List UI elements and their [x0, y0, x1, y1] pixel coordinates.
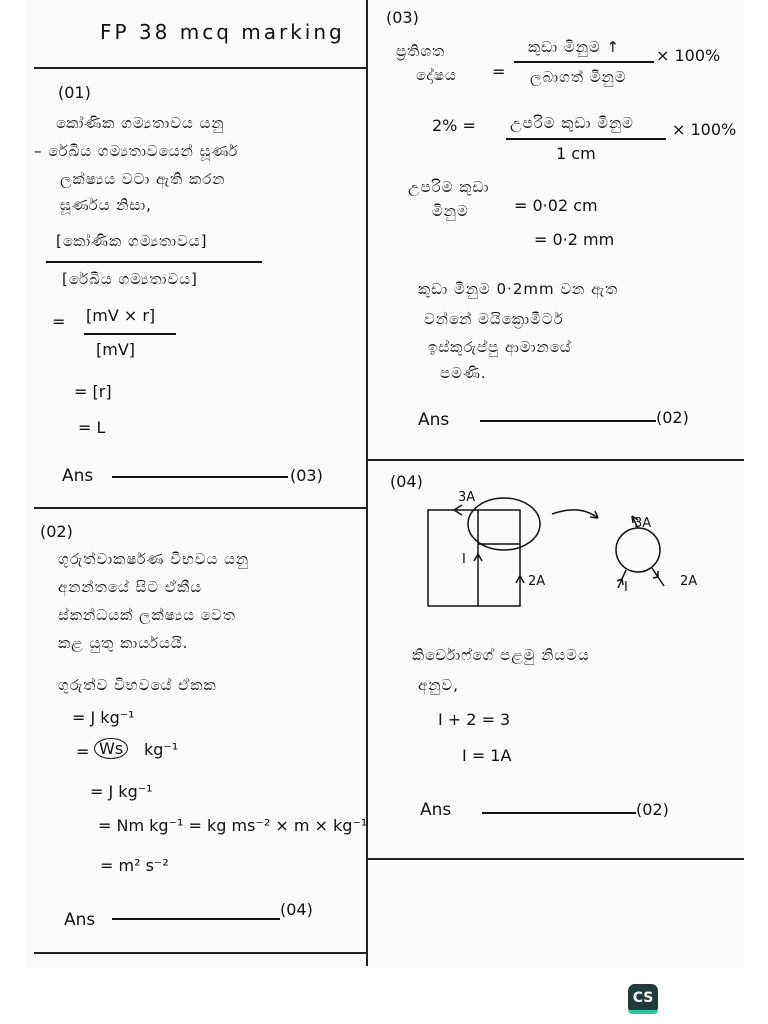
q02-line-1: ගුරුත්වාකර්ෂණ විභවය යනු — [58, 550, 250, 568]
q01-step1-denominator: [mV] — [96, 340, 136, 359]
header-divider — [34, 67, 366, 69]
q04-node-top: 3A — [634, 516, 652, 531]
q01-q02-divider — [34, 507, 366, 509]
q03-result-label-top: උපරිම කුඩා — [408, 178, 490, 196]
q02-ans-value: (04) — [280, 900, 313, 919]
q02-ans-label: Ans — [64, 910, 96, 930]
q03-result-2: = 0·2 mm — [534, 230, 615, 249]
q03-sub-numerator: උපරිම කුඩා මිනුම — [510, 114, 634, 132]
q03-line-4: පමණි. — [440, 364, 487, 382]
q04-ans-line — [482, 812, 636, 814]
q03-formula-bar — [514, 61, 654, 63]
q03-label: (03) — [386, 8, 419, 27]
q01-step1-numerator: [mV × r] — [86, 306, 156, 325]
q01-ans-line — [112, 476, 288, 478]
q02-step-5: = m² s⁻² — [100, 856, 169, 875]
q03-ans-value: (02) — [656, 408, 689, 427]
q03-ans-line — [480, 420, 656, 422]
q03-line-3: ඉස්කුරුප්පු ආමානයේ — [428, 338, 572, 356]
q04-eq-2: I = 1A — [462, 746, 512, 765]
q02-step-2: kg⁻¹ — [144, 740, 179, 759]
q03-sub-denominator: 1 cm — [556, 144, 596, 163]
q02-circled-ws: Ws — [94, 738, 128, 759]
q01-label: (01) — [58, 83, 91, 102]
q02-label: (02) — [40, 522, 73, 541]
q03-formula-mult: × 100% — [656, 46, 721, 65]
q03-result-1: = 0·02 cm — [514, 196, 598, 215]
q02-line-2: අනන්තයේ සිට ඒකීය — [58, 578, 203, 596]
q01-step1-bar — [84, 333, 176, 335]
q01-equals: = — [52, 312, 66, 331]
q03-line-1: කුඩා මිනුම 0·2mm වන ඇත — [418, 280, 619, 298]
q01-fraction-numerator: [කෝණික ගම්‍යතාවය] — [56, 232, 208, 250]
q02-unit-line: ගුරුත්ව විභවයේ ඒකක — [58, 676, 217, 694]
q04-node-I: I — [624, 580, 628, 595]
q01-fraction-bar — [46, 261, 262, 263]
q04-line-2: අනුව, — [418, 676, 459, 694]
q03-formula-numerator: කුඩා මිනුම ↑ — [528, 38, 621, 56]
q04-label: (04) — [390, 472, 423, 491]
q03-ans-label: Ans — [418, 410, 450, 430]
q03-line-2: වන්නේ මයික්‍රොමීටර් — [424, 310, 564, 328]
q01-step3: = L — [78, 418, 106, 437]
q01-line-2: – රේඛීය ගම්‍යතාවයෙන් ඝූර්ණ — [34, 142, 239, 160]
q03-sub-left: 2% = — [432, 116, 476, 135]
q03-sub-mult: × 100% — [672, 120, 737, 139]
q01-line-3: ලක්ෂ්‍යය වටා ඇති කරන — [60, 170, 226, 188]
q03-result-label-bottom: මිනුම — [432, 202, 469, 220]
q03-formula-denominator: ලබාගත් මිනුම — [530, 68, 627, 86]
q04-node-2A: 2A — [680, 574, 698, 589]
q02-step-4: = Nm kg⁻¹ = kg ms⁻² × m × kg⁻¹ — [98, 816, 368, 835]
q02-step-3: = J kg⁻¹ — [90, 782, 153, 801]
q01-fraction-denominator: [රේඛීය ගම්‍යතාවය] — [62, 270, 198, 288]
q03-q04-divider — [368, 459, 744, 461]
q01-line-1: කෝණික ගම්‍යතාවය යනු — [56, 114, 225, 132]
q03-formula-equals: = — [492, 62, 506, 81]
q04-ans-value: (02) — [636, 800, 669, 819]
q03-sub-bar — [506, 138, 666, 140]
q03-formula-left-bottom: දෝෂය — [416, 66, 457, 84]
q04-circuit-diagram — [420, 486, 720, 616]
q04-left-I: I — [462, 552, 466, 567]
q04-bottom-divider — [368, 858, 744, 860]
q04-left-top-current: 3A — [458, 490, 476, 505]
q02-step-2-eq: = — [76, 742, 90, 761]
q03-formula-left-top: ප්‍රතිශත — [396, 42, 446, 60]
q01-ans-label: Ans — [62, 466, 94, 486]
q04-eq-1: I + 2 = 3 — [438, 710, 511, 729]
bottom-divider — [34, 952, 366, 954]
q02-line-3: ස්කන්ධයක් ලක්ෂ්‍යය වෙත — [58, 606, 236, 624]
q02-step-1: = J kg⁻¹ — [72, 708, 135, 727]
q01-step2: = [r] — [74, 382, 112, 401]
q04-ans-label: Ans — [420, 800, 452, 820]
q04-left-2A: 2A — [528, 574, 546, 589]
q01-ans-value: (03) — [290, 466, 323, 485]
q02-line-4: කළ යුතු කාර්යයයි. — [58, 634, 189, 652]
page-title: FP 38 mcq marking — [100, 20, 345, 44]
q02-ans-line — [112, 918, 280, 920]
q01-line-4: ඝූර්ණය නිසා, — [60, 196, 152, 214]
camscanner-logo: CS — [628, 984, 658, 1014]
q04-line-1: කිර්චොෆ්ගේ පළමු නියමය — [412, 646, 590, 664]
